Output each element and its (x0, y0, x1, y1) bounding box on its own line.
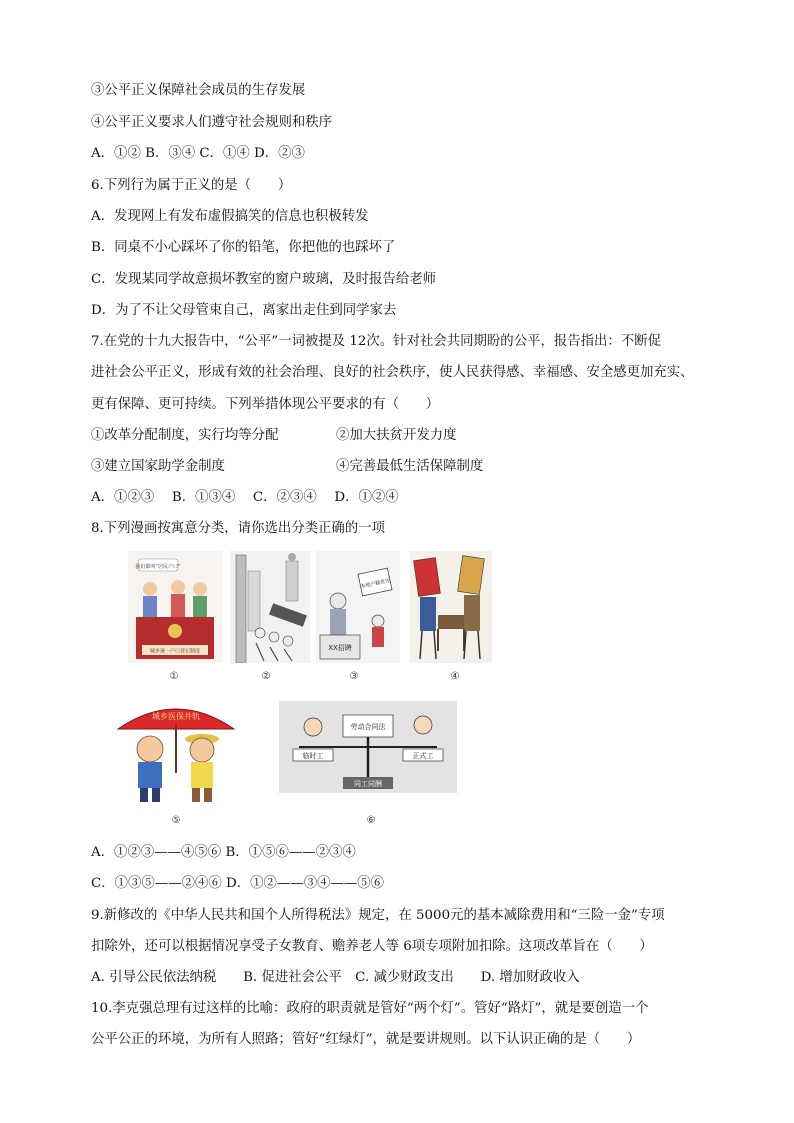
q6-option-b: B．同桌不小心踩坏了你的铅笔，你把他的也踩坏了 (91, 240, 396, 255)
q8-stem: 8.下列漫画按寓意分类，请你选出分类正确的一项 (91, 521, 385, 536)
q8-answers-ab: A．①②③——④⑤⑥ B．①⑤⑥——②③④ (91, 845, 356, 860)
q9-answers: A. 引导公民依法纳税 B. 促进社会公平 C. 减少财政支出 D. 增加财政收入 (91, 970, 580, 985)
cartoon-5-image (114, 695, 238, 805)
cartoon-4-image (410, 551, 492, 663)
q9-stem-line-1: 9.新修改的《中华人民共和国个人所得税法》规定，在 5000元的基本减除费用和“三险一金”专项 (91, 908, 665, 923)
q8-answers-cd: C．①③⑤——②④⑥ D．①②——③④——⑤⑥ (91, 876, 385, 891)
cartoon-2-label: ② (261, 671, 271, 682)
cartoon-6-base-text: 同工同酬 (354, 780, 382, 788)
cartoon-3-board-text: 本地户籍优先 (360, 577, 391, 591)
q6-stem: 6.下列行为属于正义的是（ ） (91, 178, 292, 193)
q7-item-3: ③建立国家助学金制度 (91, 459, 225, 474)
cartoon-3-label: ③ (349, 671, 359, 682)
q6-option-d: D．为了不让父母管束自己，离家出走住到同学家去 (91, 303, 397, 318)
q7-item-1: ①改革分配制度，实行均等分配 (91, 428, 279, 443)
q6-option-a: A．发现网上有发布虚假搞笑的信息也积极转发 (91, 209, 369, 224)
cartoon-3-image (316, 551, 400, 663)
option-4-line: ④公平正义要求人们遵守社会规则和秩序 (91, 115, 333, 130)
q7-stem-line-1: 7.在党的十九大报告中，“公平”一词被提及 12次。针对社会共同期盼的公平，报告指出：不断促 (91, 334, 661, 349)
q6-option-c: C．发现某同学故意损坏教室的窗户玻璃，及时报告给老师 (91, 272, 437, 287)
cartoon-1-label: ① (169, 671, 179, 682)
cartoon-6-image (279, 701, 457, 793)
q7-stem-line-3: 更有保障、更可持续。下列举措体现公平要求的有（ ） (91, 397, 440, 412)
cartoon-6-label: ⑥ (366, 815, 376, 826)
cartoon-5-umbrella-text: 城乡医保并轨 (152, 712, 200, 721)
q9-stem-line-2: 扣除外，还可以根据情况享受子女教育、赡养老人等 6项专项附加扣除。这项改革旨在（ ） (91, 939, 653, 954)
cartoon-5-label: ⑤ (171, 815, 181, 826)
cartoon-4-label: ④ (450, 671, 460, 682)
q7-stem-line-2: 进社会公平正义，形成有效的社会治理、良好的社会秩序，使人民获得感、幸福感、安全感更加充实、 (91, 365, 694, 380)
cartoon-3-sign-text: XX招聘 (328, 644, 352, 652)
cartoon-1-sign-text: 城乡统一户口登记制度 (149, 648, 201, 655)
q7-item-4: ④完善最低生活保障制度 (336, 459, 484, 474)
option-3-line: ③公平正义保障社会成员的生存发展 (91, 83, 306, 98)
q10-stem-line-2: 公平公正的环境，为所有人照路；管好“红绿灯”，就是要讲规则。以下认识正确的是（ ） (91, 1032, 641, 1047)
cartoon-6-center-text: 劳动合同法 (350, 723, 386, 731)
q10-stem-line-1: 10.李克强总理有过这样的比喻：政府的职责就是管好“两个灯”。管好“路灯”，就是要创造一个 (91, 1001, 649, 1016)
cartoon-1-banner-text: 我们都叫“居民户口” (135, 564, 181, 570)
cartoon-6-right-text: 正式工 (412, 752, 434, 760)
q7-item-2: ②加大扶贫开发力度 (336, 428, 457, 443)
q5-answers: A．①② B．③④ C．①④ D．②③ (91, 146, 305, 161)
cartoon-2-image (230, 551, 310, 663)
cartoon-1-image (128, 551, 222, 663)
cartoon-6-left-text: 临时工 (302, 752, 324, 760)
q7-answers: A．①②③ B．①③④ C．②③④ D．①②④ (91, 490, 399, 505)
